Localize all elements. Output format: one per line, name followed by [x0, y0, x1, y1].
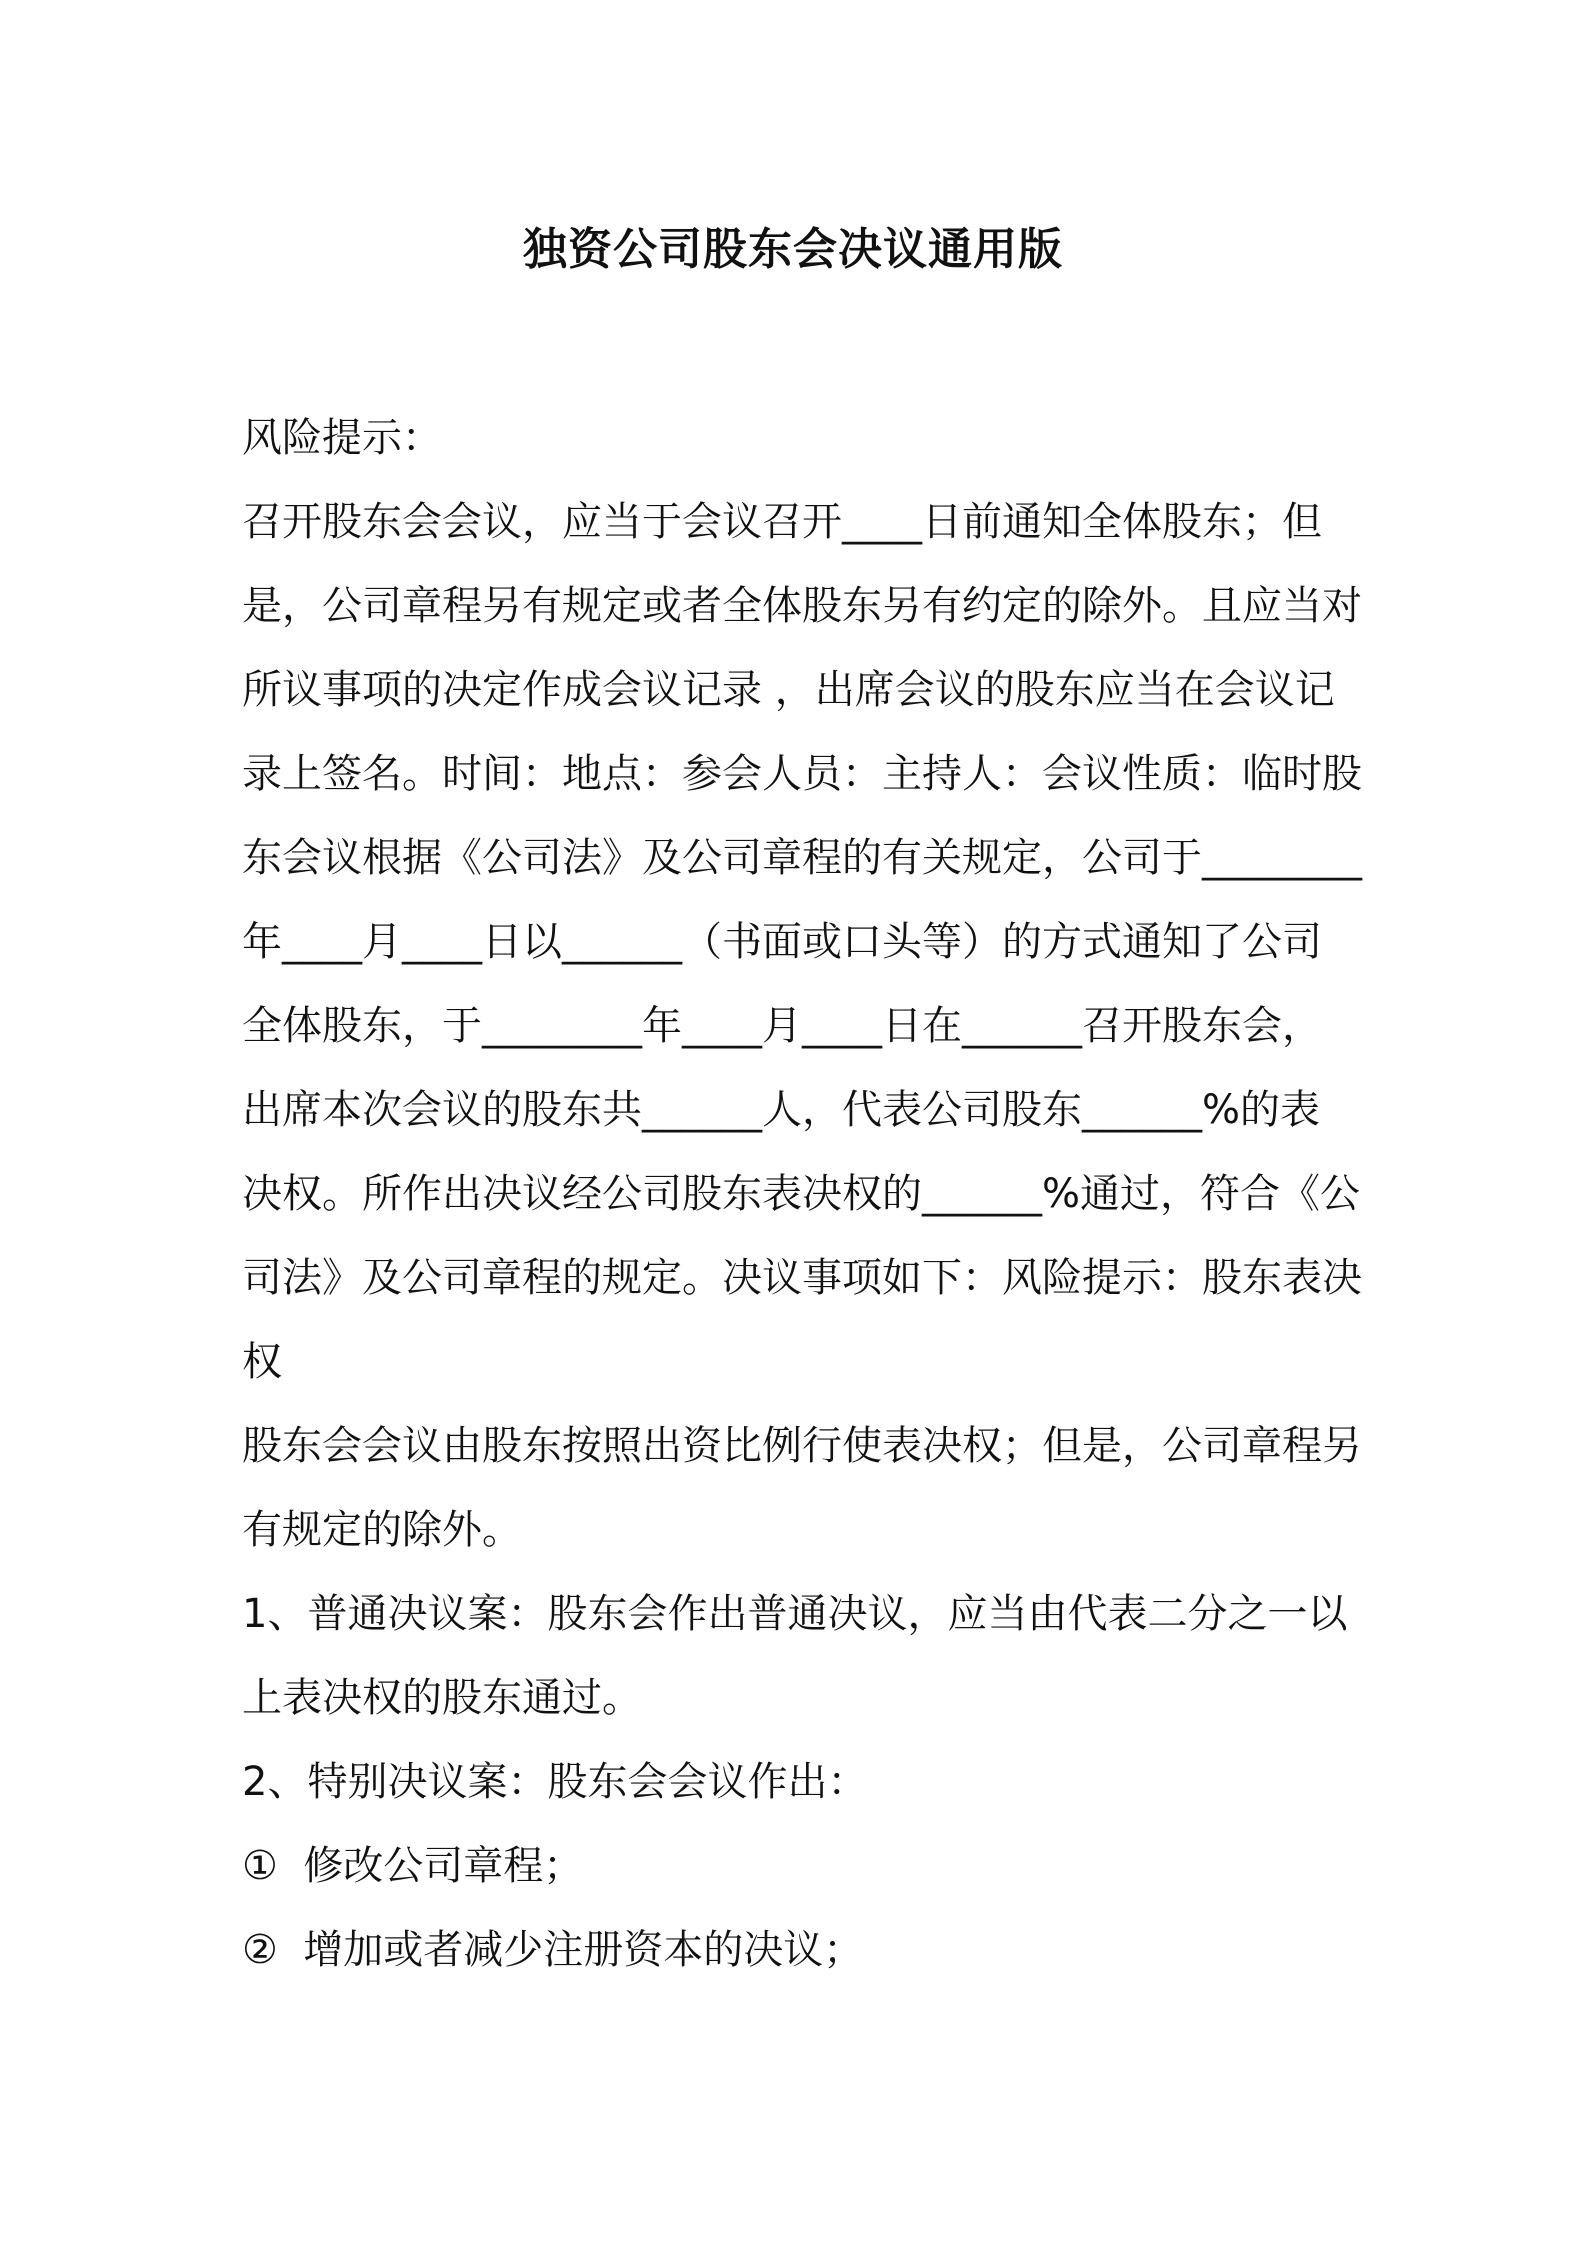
- text-line: 权: [242, 1339, 282, 1385]
- text-line: 所议事项的决定作成会议记录 ，出席会议的股东应当在会议记: [242, 667, 1335, 713]
- text-line: 录上签名。时间：地点：参会人员：主持人：会议性质：临时股: [242, 751, 1362, 797]
- text-line: 有规定的除外。: [242, 1507, 522, 1553]
- text-line: 东会议根据《公司法》及公司章程的有关规定，公司于________: [242, 835, 1362, 881]
- text-line-ordinary-resolution: 1、普通决议案：股东会作出普通决议，应当由代表二分之一以: [242, 1591, 1348, 1637]
- document-body: [242, 396, 1372, 1992]
- list-item-capital-change: ② 增加或者减少注册资本的决议；: [242, 1927, 864, 1973]
- text-line: 全体股东，于________年____月____日在______召开股东会，: [242, 1003, 1322, 1049]
- document-title: 独资公司股东会决议通用版: [523, 224, 1063, 275]
- text-line: 召开股东会会议，应当于会议召开____日前通知全体股东；但: [242, 499, 1322, 545]
- text-line: 上表决权的股东通过。: [242, 1675, 642, 1721]
- text-line: 股东会会议由股东按照出资比例行使表决权；但是，公司章程另: [242, 1423, 1362, 1469]
- text-line-special-resolution: 2、特别决议案：股东会会议作出：: [242, 1759, 868, 1805]
- list-item-amend-articles: ① 修改公司章程；: [242, 1843, 584, 1889]
- text-line: 年____月____日以______（书面或口头等）的方式通知了公司: [242, 919, 1322, 965]
- text-line: 是，公司章程另有规定或者全体股东另有约定的除外。且应当对: [242, 583, 1362, 629]
- text-line: 司法》及公司章程的规定。决议事项如下：风险提示：股东表决: [242, 1255, 1362, 1301]
- text-line-risk-heading: 风险提示：: [242, 415, 442, 461]
- text-line: 出席本次会议的股东共______人，代表公司股东______%的表: [242, 1087, 1321, 1133]
- text-line: 决权。所作出决议经公司股东表决权的______%通过，符合《公: [242, 1171, 1361, 1217]
